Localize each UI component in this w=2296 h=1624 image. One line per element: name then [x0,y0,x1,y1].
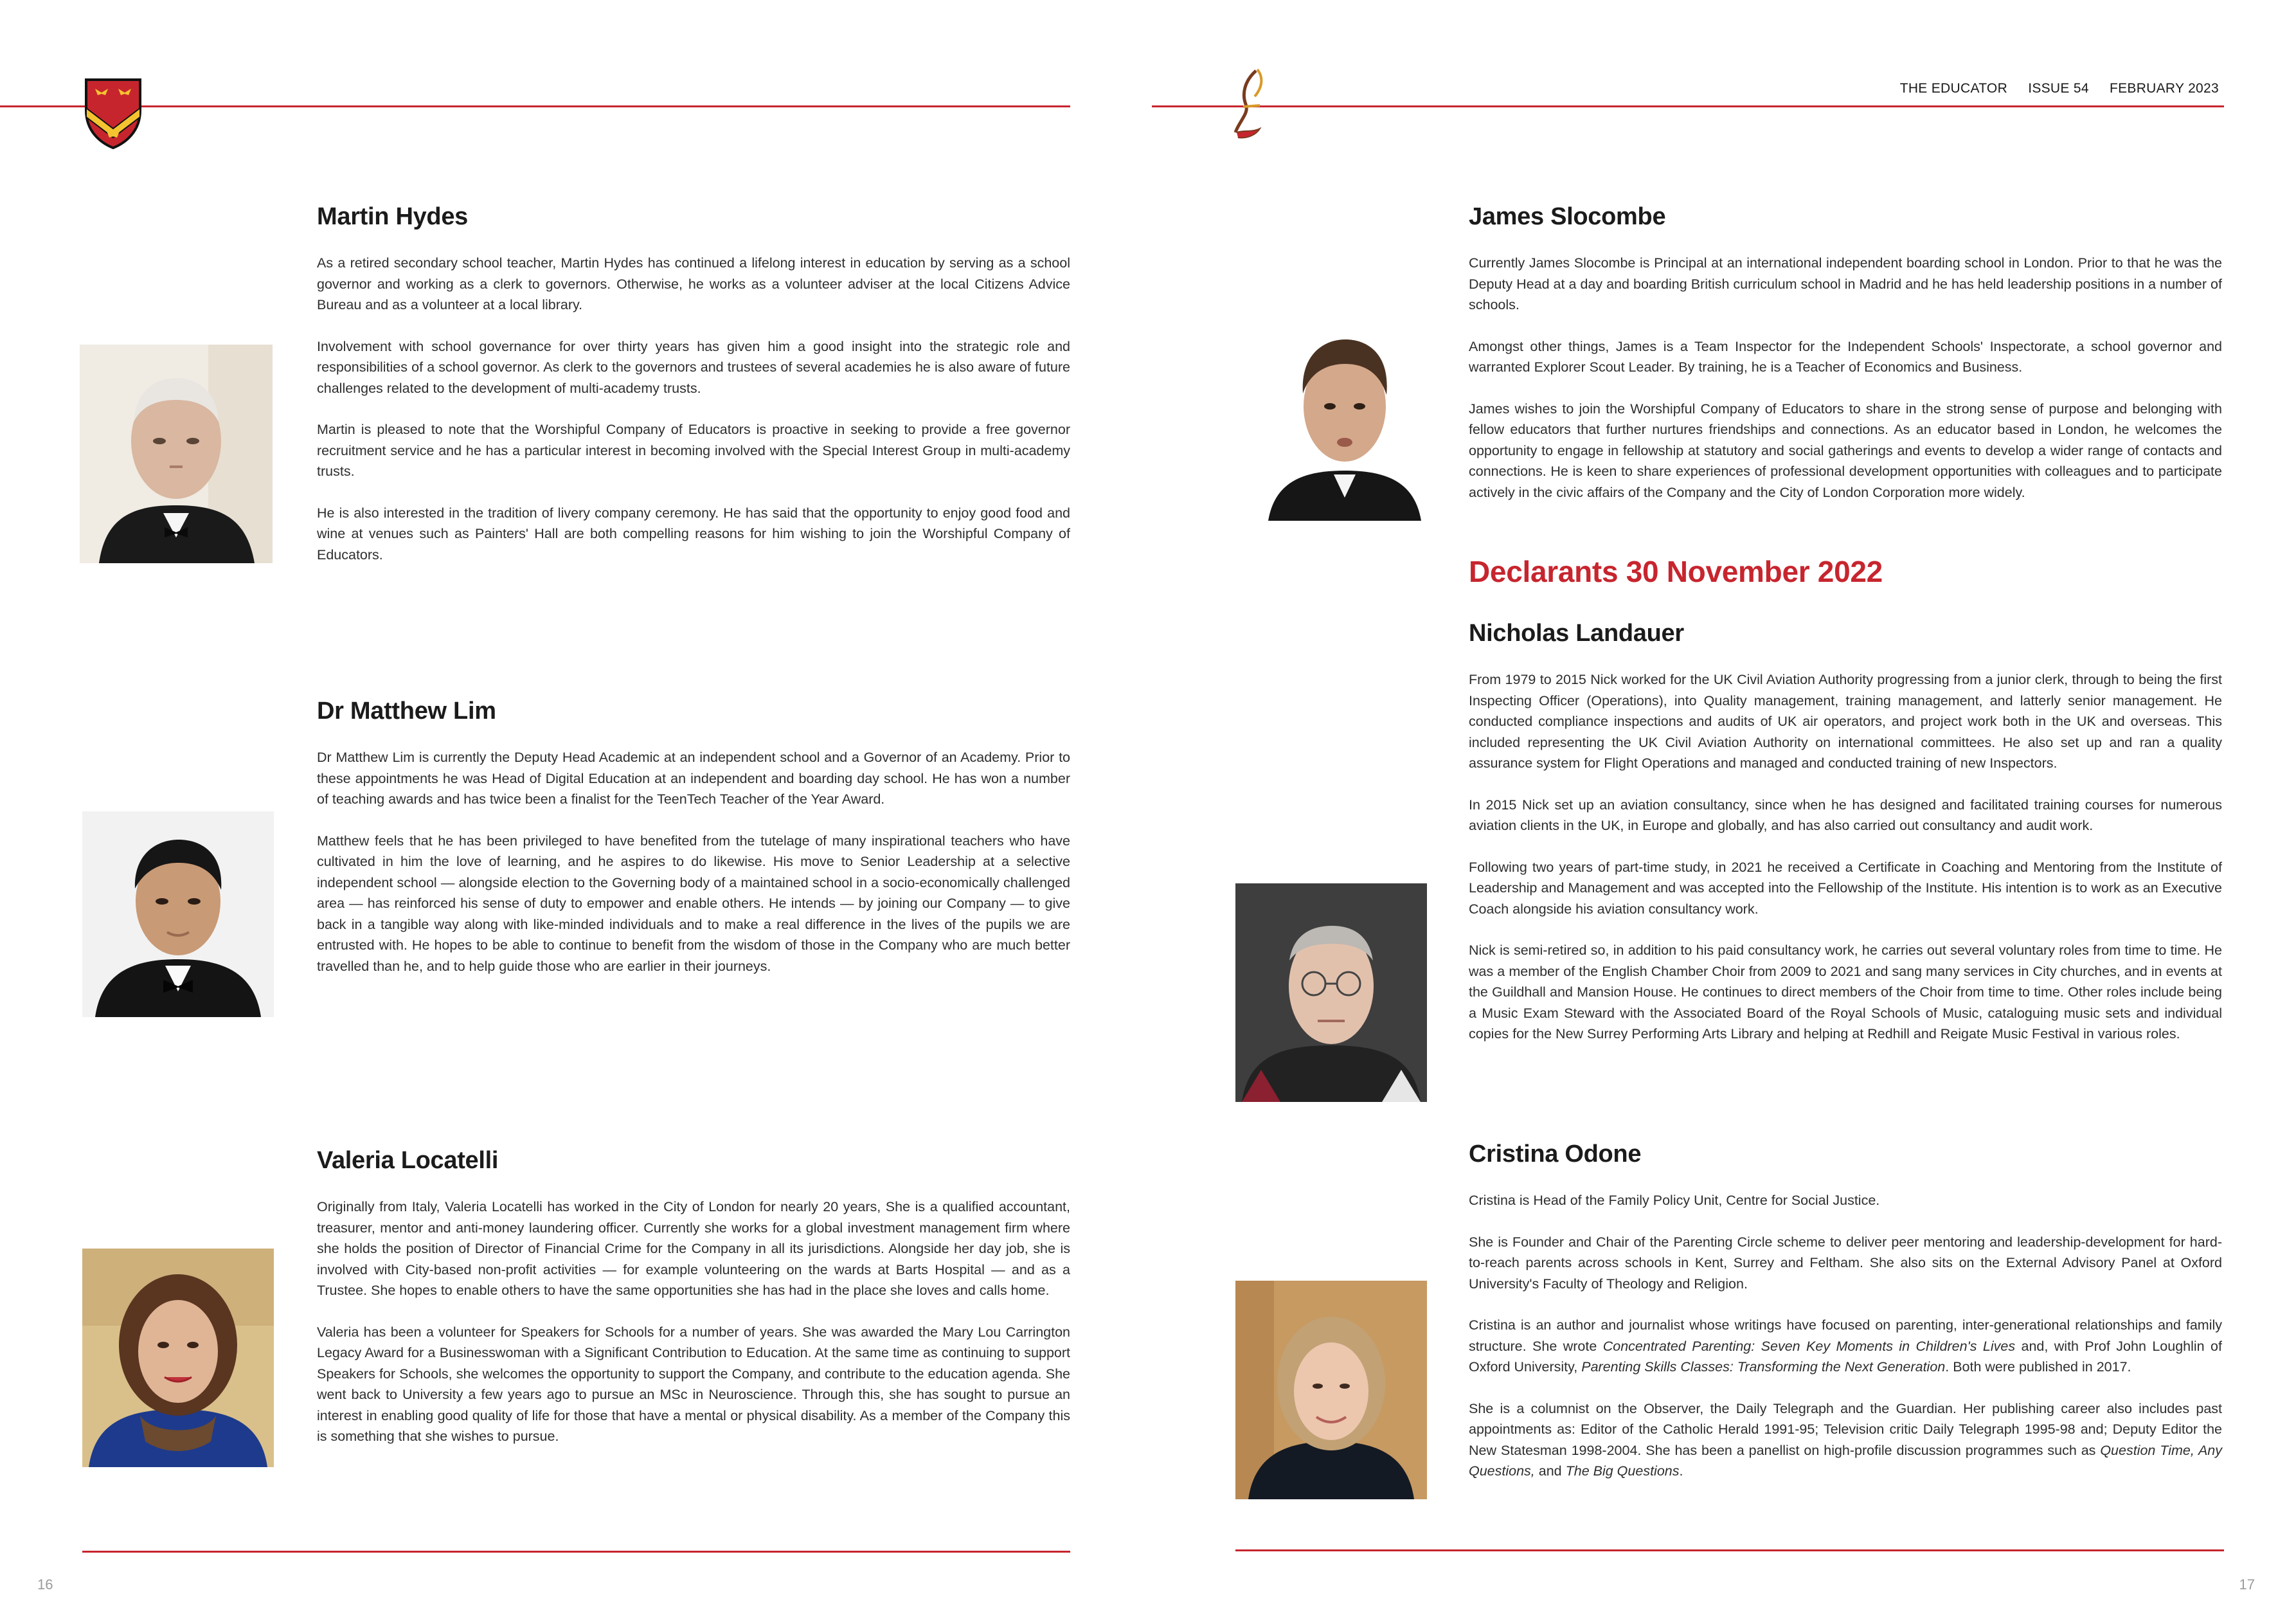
profile-paragraph: James wishes to join the Worshipful Company of Educators to share in the strong sense of purpose and belonging with fellow educators that further nurtures friendships and connections. As an educator based in London, he welcomes the opportunity to engage in fellowship at statutory and social gatherings and events to develop a wider range of contacts and connections. He is keen to share experiences of professional development opportunities with colleagues and to participate actively in the civic affairs of the Company and the City of London Corporation more widely. [1469,401,2222,500]
profile-cristina-odone [1469,1141,2222,1502]
magazine-title: THE EDUCATOR [1899,81,2008,96]
portrait-valeria-locatelli [82,1249,274,1467]
profile-james-slocombe [1469,203,2222,523]
profile-paragraph: As a retired secondary school teacher, Martin Hydes has continued a lifelong interest in education by serving as a school governor and working as a clerk to governors. Otherwise, he works as a volunteer adviser at the local Citizens Advice Bureau and as a volunteer at a local library. [317,255,1070,312]
profile-paragraph: Cristina is Head of the Family Policy Unit, Centre for Social Justice. [1469,1193,1880,1208]
profile-paragraph: From 1979 to 2015 Nick worked for the UK Civil Aviation Authority progressing from a junior clerk, through to being the first Inspecting Officer (Operations), into Quality management, training management, and latterly senior management. He conducted compliance inspections and audits of UK air operators, and project work both in the UK and overseas. This included representing the UK Civil Aviation Authority on international committees. He also set up and ran a quality assurance system for Flight Operations and managed and conducted training of new Inspectors. [1469,672,2222,771]
profile-paragraph: Martin is pleased to note that the Worshipful Company of Educators is proactive in seeking to provide a free governor recruitment service and he has a particular interest in becoming involved with the Special Interest Group in multi-academy trusts. [317,422,1070,479]
profile-nicholas-landauer [1469,620,2222,1065]
programme-title: Question Time, Any Questions, [1469,1442,2222,1479]
profile-paragraph: Following two years of part-time study, in 2021 he received a Certificate in Coaching and Mentoring from the Institute of Leadership and Management and was accepted into the Fellowship of the Institute. His intention is to work as an Executive Coach alongside his aviation consultancy work. [1469,859,2222,917]
profile-paragraph: He is also interested in the tradition of livery company ceremony. He has said that the opportunity to enjoy good food and wine at venues such as Painters' Hall are both compelling reasons for him wishing to join the Worshipful Company of Educators. [317,505,1070,563]
profile-paragraph: Matthew feels that he has been privileged to have benefited from the tutelage of many inspirational teachers who have cultivated in him the love of learning, and he aspires to do likewise. His move to Senior Leadership at a selective independent school — alongside election to the Governing body of a maintained school in a socio-economically challenged area — has reinforced his sense of duty to empower and enable others. He intends — by joining our Company — to give back in a tangible way along with like-minded individuals and to make a real difference in the lives of the pupils we are entrusted with. He hopes to be able to continue to benefit from the wisdom of those in the Company who are much better travelled than he, and to help guide those who are earlier in their journeys. [317,833,1070,974]
page-number-left: 16 [37,1576,53,1592]
programme-title: The Big Questions [1565,1463,1680,1479]
portrait-nicholas-landauer [1235,883,1427,1102]
profile-paragraph: Amongst other things, James is a Team Inspector for the Independent Schools' Inspectorate, a school governor and warranted Explorer Scout Leader. By training, he is a Teacher of Economics and Business. [1469,338,2222,375]
profile-name: Cristina Odone [1469,1141,1642,1168]
profile-paragraph: In 2015 Nick set up an aviation consultancy, since when he has designed and facilitated training courses for numerous aviation clients in the UK, in Europe and globally, and has also carried out consultancy and audit work. [1469,797,2222,833]
text-run: . [1679,1463,1683,1479]
footer-rule-right [1235,1549,2224,1551]
profile-name: Nicholas Landauer [1469,620,1684,647]
text-run: . Both were published in 2017. [1945,1359,2131,1375]
magazine-header [1900,81,2219,96]
shield-crest-icon [84,77,143,149]
quill-monogram-icon [1230,68,1269,141]
profile-matthew-lim [317,698,1070,997]
profile-name: Martin Hydes [317,203,469,230]
profile-paragraph: She is Founder and Chair of the Parenting Circle scheme to deliver peer mentoring and leadership-development for hard-to-reach parents across schools in Kent, Surrey and Feltham. She also sits on the External Advisory Panel at Oxford University's Faculty of Theology and Religion. [1469,1234,2222,1292]
profile-valeria-locatelli [317,1147,1070,1468]
text-run: Cristina is an author and journalist whose writings have focused on parenting, inter-generational relationships and family structure. She wrote [1469,1317,2222,1354]
profile-paragraph [1469,1398,2222,1482]
profile-paragraph: Valeria has been a volunteer for Speakers for Schools for a number of years. She was awarded the Mary Lou Carrington Legacy Award for a Businesswoman with a Significant Contribution to Education. At the same time as continuing to support Speakers for Schools, she welcomes the opportunity to support the Company, and contribute to the education agenda. She went back to University a few years ago to pursue an MSc in Neuroscience. Through this, she has sought to pursue an interest in enabling good quality of life for those that have a mental or physical disability. As a member of the Company this is something that she wishes to pursue. [317,1324,1070,1444]
text-run: and [1534,1463,1566,1479]
profile-paragraph: Originally from Italy, Valeria Locatelli has worked in the City of London for nearly 20 years, She is a qualified accountant, treasurer, mentor and anti-money laundering officer. Currently she works for a global investment management firm where she holds the position of Director of Financial Crime for the Company in all its jurisdictions. Alongside her day job, she is involved with City-based non-profit activities — for example volunteering on the wards at Barts Hospital — and as a Trustee. She hopes to enable others to have the same opportunities she has had in the place she loves and calls home. [317,1199,1070,1298]
issue-date: FEBRUARY 2023 [2109,81,2219,96]
portrait-cristina-odone [1235,1281,1427,1499]
profile-name: James Slocombe [1469,203,1666,230]
footer-rule-left [82,1551,1070,1553]
profile-name: Valeria Locatelli [317,1147,499,1174]
text-run: She is a columnist on the Observer, the Daily Telegraph and the Guardian. Her publishing career also includes past appointments as: Editor of the Catholic Herald 1991-95; Television critic Daily Telegraph 1995-98 and; Deputy Editor the New Statesman 1998-2004. She has been a panellist on high-profile discussion programmes such as [1469,1400,2222,1458]
section-title-declarants: Declarants 30 November 2022 [1469,555,1883,588]
page-number-right: 17 [2239,1576,2255,1592]
book-title: Concentrated Parenting: Seven Key Moments in Children's Lives [1602,1338,2016,1354]
profile-paragraph: Nick is semi-retired so, in addition to his paid consultancy work, he carries out several voluntary roles from time to time. He was a member of the English Chamber Choir from 2009 to 2021 and sang many services in City churches, and in events at the Guildhall and Mansion House. He continues to direct members of the Choir from time to time. Other roles include being a Music Exam Steward with the Associated Board of the Royal Schools of Music, cataloguing music sets and individual copies for the New Surrey Performing Arts Library and helping at Redhill and Reigate Music Festival in various roles. [1469,943,2222,1042]
profile-paragraph [1469,1315,2222,1378]
book-title: Parenting Skills Classes: Transforming the Next Generation [1581,1359,1946,1375]
profile-name: Dr Matthew Lim [317,698,496,725]
text-run: and, with Prof John Loughlin of Oxford University, [1469,1338,2222,1375]
issue-number: ISSUE 54 [2028,81,2089,96]
header-rule-right [1152,105,2224,107]
profile-paragraph: Currently James Slocombe is Principal at an international independent boarding school in London. Prior to that he was the Deputy Head at a day and boarding British curriculum school in Madrid and he has held leadership positions in a number of schools. [1469,255,2222,312]
profile-paragraph: Dr Matthew Lim is currently the Deputy Head Academic at an independent school and a Governor of an Academy. Prior to these appointments he was Head of Digital Education at an independent and boarding day school. He has won a number of teaching awards and has twice been a finalist for the TeenTech Teacher of the Year Award. [317,750,1070,807]
portrait-matthew-lim [82,811,274,1017]
header-rule-left [0,105,1070,107]
portrait-james-slocombe [1262,310,1428,521]
portrait-martin-hydes [80,345,273,563]
profile-martin-hydes [317,203,1070,586]
profile-paragraph: Involvement with school governance for over thirty years has given him a good insight into the strategic role and responsibilities of a school governor. As clerk to the governors and trustees of several academies he is also aware of future challenges related to the development of multi-academy trusts. [317,338,1070,396]
